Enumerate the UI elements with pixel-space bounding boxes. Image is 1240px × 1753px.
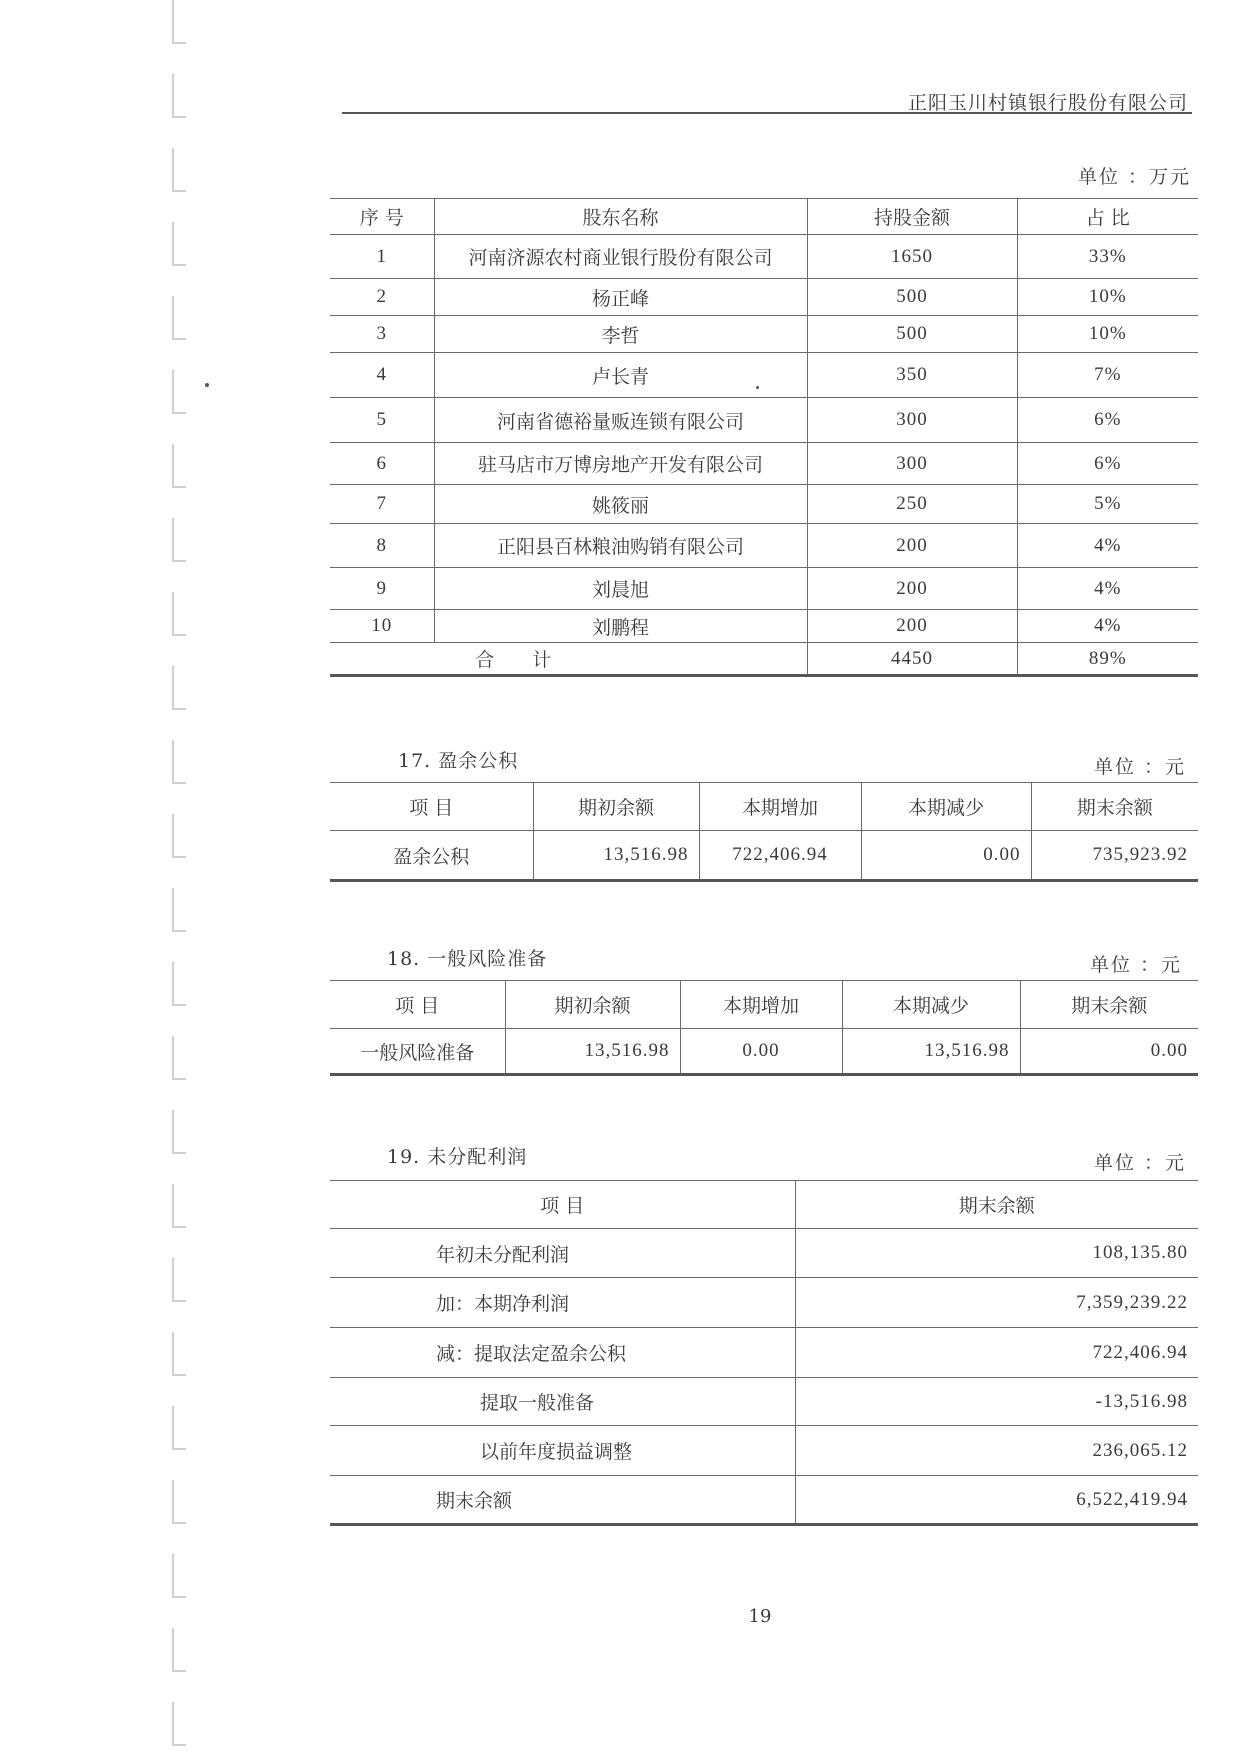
shareholders-table — [330, 198, 1198, 677]
table-header-row — [330, 981, 1198, 1029]
cell-no: 9 — [330, 568, 434, 610]
table-row — [330, 524, 1198, 568]
cell-no: 10 — [330, 610, 434, 643]
cell-amount: 6,522,419.94 — [795, 1476, 1198, 1525]
table-header-row — [330, 783, 1198, 831]
table-header-row — [330, 199, 1198, 235]
table-row — [330, 485, 1198, 524]
col-header-no: 序 号 — [330, 199, 434, 235]
page-number: 19 — [748, 1606, 772, 1627]
total-label: 合 计 — [330, 643, 807, 676]
table-row — [330, 1278, 1198, 1328]
general-risk-reserve-unit: 单位 ：元 — [1090, 954, 1183, 976]
col-header-decrease: 本期减少 — [842, 981, 1020, 1029]
col-header-increase: 本期增加 — [699, 783, 861, 831]
cell-item: 一般风险准备 — [330, 1029, 505, 1075]
cell-ratio: 10% — [1017, 279, 1198, 316]
cell-ratio: 7% — [1017, 353, 1198, 398]
cell-item: 期末余额 — [330, 1476, 795, 1525]
col-header-opening: 期初余额 — [533, 783, 699, 831]
undistributed-profit-title: 19. 未分配利润 — [387, 1146, 528, 1168]
cell-amount: 500 — [807, 316, 1017, 353]
cell-increase: 0.00 — [680, 1029, 842, 1075]
cell-name: 河南省德裕量贩连锁有限公司 — [434, 398, 807, 443]
cell-ratio: 5% — [1017, 485, 1198, 524]
cell-item: 以前年度损益调整 — [330, 1426, 795, 1476]
table-row — [330, 1229, 1198, 1278]
cell-no: 4 — [330, 353, 434, 398]
cell-item: 年初未分配利润 — [330, 1229, 795, 1278]
cell-name: 刘晨旭 — [434, 568, 807, 610]
table-row — [330, 1476, 1198, 1525]
cell-amount: 108,135.80 — [795, 1229, 1198, 1278]
total-ratio: 89% — [1017, 643, 1198, 676]
table-total-row — [330, 643, 1198, 676]
col-header-increase: 本期增加 — [680, 981, 842, 1029]
col-header-item: 项 目 — [330, 1181, 795, 1229]
cell-no: 6 — [330, 443, 434, 485]
table-row — [330, 568, 1198, 610]
undistributed-profit-table — [330, 1180, 1198, 1526]
col-header-decrease: 本期减少 — [861, 783, 1031, 831]
cell-ratio: 6% — [1017, 398, 1198, 443]
cell-amount: 500 — [807, 279, 1017, 316]
scan-speck — [205, 383, 209, 387]
table-row — [330, 279, 1198, 316]
cell-amount: 7,359,239.22 — [795, 1278, 1198, 1328]
table-row — [330, 1378, 1198, 1426]
cell-name: 杨正峰 — [434, 279, 807, 316]
cell-amount: 300 — [807, 398, 1017, 443]
cell-amount: 300 — [807, 443, 1017, 485]
cell-amount: 236,065.12 — [795, 1426, 1198, 1476]
cell-amount: 200 — [807, 568, 1017, 610]
cell-amount: 200 — [807, 524, 1017, 568]
table-header-row — [330, 1181, 1198, 1229]
cell-decrease: 0.00 — [861, 831, 1031, 881]
table-row — [330, 443, 1198, 485]
col-header-amount: 持股金额 — [807, 199, 1017, 235]
total-amount: 4450 — [807, 643, 1017, 676]
cell-item: 减：提取法定盈余公积 — [330, 1328, 795, 1378]
table-row — [330, 1426, 1198, 1476]
binding-marks — [172, 0, 186, 1753]
table-row — [330, 398, 1198, 443]
company-name: 正阳玉川村镇银行股份有限公司 — [907, 92, 1188, 114]
cell-name: 刘鹏程 — [434, 610, 807, 643]
cell-amount: 200 — [807, 610, 1017, 643]
col-header-item: 项 目 — [330, 783, 533, 831]
cell-ratio: 6% — [1017, 443, 1198, 485]
cell-no: 1 — [330, 235, 434, 279]
cell-opening: 13,516.98 — [533, 831, 699, 881]
cell-amount: 1650 — [807, 235, 1017, 279]
cell-no: 5 — [330, 398, 434, 443]
cell-name: 驻马店市万博房地产开发有限公司 — [434, 443, 807, 485]
shareholders-unit: 单位 ：万元 — [1078, 166, 1192, 188]
page-header — [342, 88, 1192, 116]
table-row — [330, 235, 1198, 279]
cell-amount: -13,516.98 — [795, 1378, 1198, 1426]
cell-ratio: 4% — [1017, 610, 1198, 643]
cell-amount: 250 — [807, 485, 1017, 524]
table-row — [330, 831, 1198, 881]
surplus-reserve-unit: 单位 ：元 — [1094, 756, 1187, 778]
cell-ratio: 4% — [1017, 524, 1198, 568]
col-header-closing: 期末余额 — [1020, 981, 1198, 1029]
cell-closing: 735,923.92 — [1031, 831, 1198, 881]
table-row — [330, 1029, 1198, 1075]
table-row — [330, 353, 1198, 398]
col-header-item: 项 目 — [330, 981, 505, 1029]
cell-name: 李哲 — [434, 316, 807, 353]
cell-name: 河南济源农村商业银行股份有限公司 — [434, 235, 807, 279]
cell-closing: 0.00 — [1020, 1029, 1198, 1075]
cell-item: 盈余公积 — [330, 831, 533, 881]
table-row — [330, 316, 1198, 353]
cell-decrease: 13,516.98 — [842, 1029, 1020, 1075]
general-risk-reserve-table — [330, 980, 1198, 1076]
cell-ratio: 10% — [1017, 316, 1198, 353]
table-row — [330, 610, 1198, 643]
col-header-closing: 期末余额 — [795, 1181, 1198, 1229]
cell-ratio: 33% — [1017, 235, 1198, 279]
undistributed-profit-unit: 单位 ：元 — [1094, 1152, 1187, 1174]
col-header-opening: 期初余额 — [505, 981, 680, 1029]
cell-amount: 722,406.94 — [795, 1328, 1198, 1378]
general-risk-reserve-title: 18. 一般风险准备 — [387, 948, 548, 970]
cell-amount: 350 — [807, 353, 1017, 398]
surplus-reserve-table — [330, 782, 1198, 882]
col-header-ratio: 占 比 — [1017, 199, 1198, 235]
cell-no: 2 — [330, 279, 434, 316]
cell-name: 姚筱丽 — [434, 485, 807, 524]
cell-name: 正阳县百林粮油购销有限公司 — [434, 524, 807, 568]
cell-name: 卢长青 — [434, 353, 807, 398]
col-header-name: 股东名称 — [434, 199, 807, 235]
cell-no: 8 — [330, 524, 434, 568]
cell-increase: 722,406.94 — [699, 831, 861, 881]
col-header-closing: 期末余额 — [1031, 783, 1198, 831]
cell-item: 加：本期净利润 — [330, 1278, 795, 1328]
header-rule — [342, 112, 1192, 114]
cell-no: 3 — [330, 316, 434, 353]
cell-item: 提取一般准备 — [330, 1378, 795, 1426]
cell-ratio: 4% — [1017, 568, 1198, 610]
table-row — [330, 1328, 1198, 1378]
surplus-reserve-title: 17. 盈余公积 — [398, 750, 519, 772]
cell-opening: 13,516.98 — [505, 1029, 680, 1075]
cell-no: 7 — [330, 485, 434, 524]
